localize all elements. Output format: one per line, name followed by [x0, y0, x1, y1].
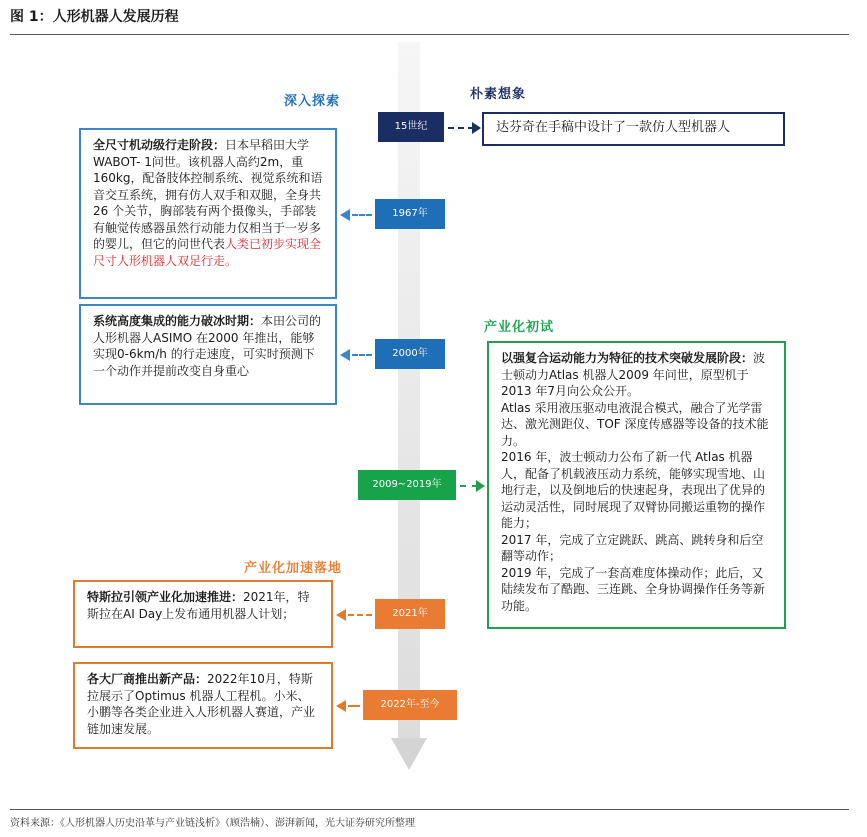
event-paragraph-2009-atlas — [501, 350, 772, 400]
event-box-15th-century — [482, 112, 785, 146]
event-text-2021: 2021年，特斯拉在AI Day上发布通用机器人计划； — [87, 590, 310, 621]
connector-2022-present — [348, 705, 360, 707]
event-heading-2009-2019: 以强复合运动能力为特征的技术突破发展阶段： — [501, 351, 754, 365]
connector-15th-century — [448, 127, 474, 129]
event-box-2000 — [79, 304, 337, 405]
year-badge-2000: 2000年 — [375, 339, 445, 369]
section-label-industrial-accel: 产业化加速落地 — [244, 561, 343, 576]
event-text-15th-century: 达芬奇在手稿中设计了一款仿人型机器人 — [496, 120, 731, 135]
year-badge-15th-century: 15世纪 — [378, 112, 444, 142]
year-badge-2022-present: 2022年-至今 — [363, 690, 457, 720]
year-badge-2009-2019: 2009~2019年 — [358, 470, 456, 500]
event-highlight-1967: 人类已初步实现全尺寸人形机器人双足行走。 — [93, 237, 322, 268]
event-text-2017: 2017 年，完成了立定跳跃、跳高、跳转身和后空翻等动作； — [501, 532, 764, 563]
connector-2021 — [348, 614, 372, 616]
timeline-arrowhead — [391, 738, 427, 770]
event-heading-1967: 全尺寸机动级行走阶段： — [93, 138, 226, 152]
timeline-axis — [398, 42, 420, 742]
arrow-right-icon — [476, 480, 485, 492]
event-text-1967: 日本早稻田大学WABOT- 1问世。该机器人高约2m，重 160kg，配备肢体控制系统、视觉系统和语音交互系统，拥有仿人双手和双腿，全身共26 个关节，胸部装有两个摄像头，手部装有触觉传感器虽然行动能力仅相当于一岁多的婴儿，但它的问世代表 — [93, 138, 323, 251]
section-label-simple: 朴素想象 — [470, 87, 527, 102]
event-box-2022-present — [73, 662, 333, 749]
event-text-2000: 本田公司的人形机器人ASIMO 在2000 年推出，能够实现0-6km/h 的行走速度，可实时预测下一个动作并提前改变自身重心 — [93, 314, 322, 378]
arrow-left-icon — [336, 609, 346, 621]
event-box-2021 — [73, 580, 333, 648]
top-rule — [10, 34, 849, 35]
event-heading-2000: 系统高度集成的能力破冰时期： — [93, 314, 262, 328]
event-text-atlas-hydraulic: Atlas 采用液压驱动电液混合模式，融合了光学雷达、激光测距仪、TOF 深度传感器等设备的技术能力。 — [501, 400, 769, 448]
event-heading-2022: 各大厂商推出新产品： — [87, 672, 208, 686]
event-box-1967 — [79, 128, 337, 299]
year-badge-2021: 2021年 — [375, 599, 445, 629]
arrow-left-icon — [340, 209, 350, 221]
arrow-left-icon — [336, 700, 346, 712]
connector-2000 — [352, 354, 372, 356]
section-label-industrial-early: 产业化初试 — [484, 320, 555, 335]
arrow-left-icon — [340, 349, 350, 361]
event-text-2022: 2022年10月，特斯拉展示了Optimus 机器人工程机。小米、小鹏等各类企业进入人形机器人赛道，产业链加速发展。 — [87, 672, 316, 736]
event-heading-2021: 特斯拉引领产业化加速推进： — [87, 590, 244, 604]
bottom-rule — [10, 809, 849, 810]
event-box-2009-2019 — [487, 341, 786, 629]
connector-1967 — [352, 214, 372, 216]
event-text-2009: 波士顿动力Atlas 机器人2009 年问世，原型机于2013 年7月向公众公开。 — [501, 351, 766, 398]
arrow-right-icon — [472, 122, 481, 134]
event-text-2016: 2016 年，波士顿动力公布了新一代 Atlas 机器人，配备了机载液压动力系统，能够实现雪地、山地行走，以及倒地后的快速起身，表现出了优异的运动灵活性，同时展现了双臂协同搬运重物的操作能力； — [501, 450, 766, 530]
figure-title: 图 1：人形机器人发展历程 — [10, 9, 179, 25]
section-label-explore: 深入探索 — [284, 94, 341, 109]
year-badge-1967: 1967年 — [375, 199, 445, 229]
event-text-2019: 2019 年，完成了一套高难度体操动作；此后，又陆续发布了酷跑、三连跳、全身协调操作任务等新功能。 — [501, 565, 766, 613]
source-note: 资料来源：《人形机器人历史沿革与产业链浅析》（顾浩楠）、澎湃新闻，光大证券研究所整理 — [10, 818, 415, 829]
